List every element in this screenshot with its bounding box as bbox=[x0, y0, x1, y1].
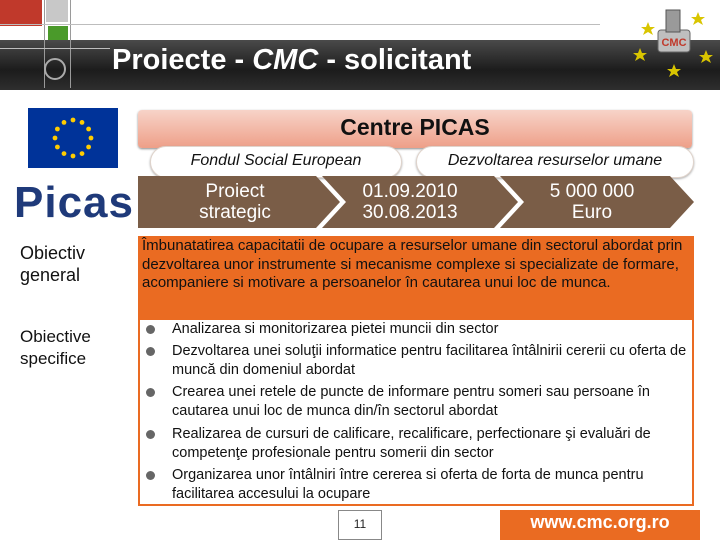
bullet-icon bbox=[146, 471, 155, 480]
label-objectives-specific: Obiective specifice bbox=[20, 327, 91, 368]
website-link[interactable]: www.cmc.org.ro bbox=[530, 512, 670, 532]
decor-line bbox=[0, 48, 110, 49]
decor-line bbox=[0, 24, 600, 25]
picas-logo: Picas bbox=[14, 178, 134, 227]
page-title: Proiecte - CMC - solicitant bbox=[112, 44, 472, 76]
chevron-strategic-text: Proiect strategic bbox=[199, 181, 271, 223]
page-number: 11 bbox=[338, 510, 382, 540]
bullet-icon bbox=[146, 347, 155, 356]
objective-general-text: Îmbunatatirea capacitatii de ocupare a resurselor umane din sectorul abordat prin dezvoltarea unor instrumente si mecanisme complexe si specializate de formare, acompaniere si motivare a persoanelor în cautarea unui loc de munca. bbox=[142, 237, 683, 291]
chevron-budget-text: 5 000 000 Euro bbox=[549, 181, 635, 223]
tag-dru: Dezvoltarea resurselor umane bbox=[416, 146, 694, 178]
decor-line bbox=[70, 0, 71, 88]
eu-stars-icon bbox=[28, 108, 118, 168]
eu-flag bbox=[28, 108, 118, 168]
decor-square-gray bbox=[46, 0, 68, 22]
cmc-logo bbox=[628, 0, 718, 80]
svg-text:CMC: CMC bbox=[661, 37, 687, 49]
centre-title: Centre PICAS bbox=[340, 114, 490, 140]
label-objective-general: Obiectiv general bbox=[20, 243, 86, 285]
chevron-dates-text: 01.09.2010 30.08.2013 bbox=[362, 181, 458, 223]
decor-circle bbox=[44, 58, 66, 80]
bullet-icon bbox=[146, 430, 155, 439]
bullet-icon bbox=[146, 325, 155, 334]
bullet-icon bbox=[146, 388, 155, 397]
decor-square-red bbox=[0, 0, 42, 26]
tag-fse: Fondul Social European bbox=[150, 146, 402, 178]
